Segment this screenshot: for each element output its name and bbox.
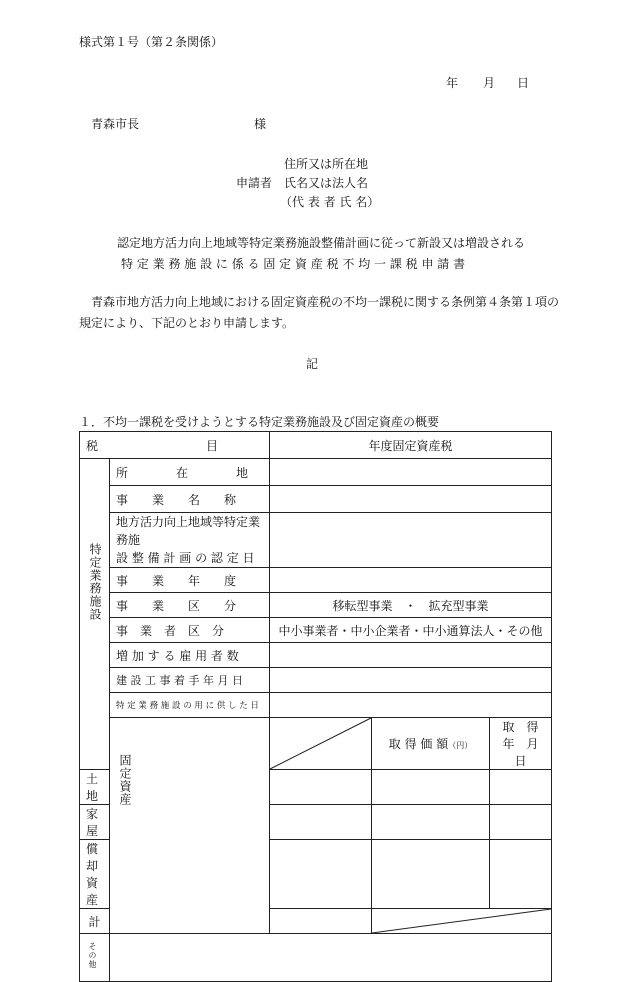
construction-start-label: 建 設 工 事 着 手 年 月 日 <box>110 668 270 693</box>
acquisition-price-header <box>372 718 490 770</box>
applicant-address: 住所又は所在地 <box>284 157 369 171</box>
employee-increase-value[interactable] <box>270 643 552 668</box>
employee-increase-label: 増 加 す る 雇 用 者 数 <box>110 643 270 668</box>
asset-depreciable-price[interactable] <box>270 840 372 909</box>
date-day: 日 <box>517 76 530 90</box>
title-line2: 特 定 業 務 施 設 に 係 る 固 定 資 産 税 不 均 一 課 税 申 請 書 <box>121 257 466 271</box>
business-name-label: 事 業 名 称 <box>110 486 270 513</box>
date-month: 月 <box>483 76 496 90</box>
location-label: 所 在 地 <box>110 459 270 486</box>
plan-cert-label <box>110 513 270 568</box>
asset-total-diagonal <box>372 909 552 934</box>
business-name-value[interactable] <box>270 486 552 513</box>
addressee-mayor: 青森市長 <box>91 117 140 131</box>
plan-cert-value[interactable] <box>270 513 552 568</box>
price-header-unit: （円） <box>448 741 473 750</box>
asset-land-date[interactable] <box>372 770 490 805</box>
acquisition-date-header: 取 得 年 月 日 <box>490 718 552 770</box>
form-number: 様式第１号（第２条関係） <box>79 35 224 49</box>
applicant-name: 氏名又は法人名 <box>284 176 369 190</box>
other-value[interactable] <box>110 934 552 982</box>
ki-heading: 記 <box>306 357 319 371</box>
service-start-value[interactable] <box>270 693 552 718</box>
asset-header-diagonal <box>270 718 372 770</box>
operator-type-value[interactable]: 中小事業者・中小企業者・中小通算法人・その他 <box>270 618 552 643</box>
facility-group-text: 特定業務施設 <box>88 543 102 621</box>
plan-cert-line1: 地方活力向上地域等特定業務施 <box>116 515 261 547</box>
business-type-label: 事 業 区 分 <box>110 593 270 618</box>
asset-total-price[interactable] <box>270 909 372 934</box>
applicant-label: 申請者 <box>236 176 273 190</box>
addressee-honorific: 様 <box>254 117 267 131</box>
asset-depreciable-remarks[interactable] <box>490 840 552 909</box>
body-line1: 青森市地方活力向上地域における固定資産税の不均一課税に関する条例第４条第１項の <box>91 295 560 309</box>
asset-house-price[interactable] <box>270 805 372 840</box>
plan-cert-line2: 設 整 備 計 画 の 認 定 日 <box>116 551 255 565</box>
business-year-label: 事 業 年 度 <box>110 568 270 593</box>
tax-item-label: 税 目 <box>80 432 270 459</box>
asset-group-text: 固定資産 <box>118 754 132 806</box>
business-year-value[interactable] <box>270 568 552 593</box>
price-header-text: 取 得 価 額 <box>388 737 449 751</box>
asset-land-label: 土 地 <box>80 770 110 805</box>
asset-house-label: 家 屋 <box>80 805 110 840</box>
tax-item-value: 年度固定資産税 <box>270 432 552 459</box>
facility-asset-table <box>79 431 552 982</box>
asset-total-label: 計 <box>80 909 110 934</box>
asset-depreciable-date[interactable] <box>372 840 490 909</box>
asset-house-remarks[interactable] <box>490 805 552 840</box>
title-line1: 認定地方活力向上地域等特定業務施設整備計画に従って新設又は増設される <box>117 236 526 250</box>
business-type-value[interactable]: 移転型事業 ・ 拡充型事業 <box>270 593 552 618</box>
asset-land-price[interactable] <box>270 770 372 805</box>
service-start-label: 特 定 業 務 施 設 の 用 に 供 し た 日 <box>110 693 270 718</box>
applicant-representative: （代 表 者 氏 名） <box>280 195 380 209</box>
other-text: その他 <box>88 942 97 969</box>
other-label <box>80 934 110 982</box>
section1-title: １．不均一課税を受けようとする特定業務施設及び固定資産の概要 <box>79 415 440 429</box>
body-line2: 規定により、下記のとおり申請します。 <box>79 316 295 330</box>
location-value[interactable] <box>270 459 552 486</box>
asset-house-date[interactable] <box>372 805 490 840</box>
date-year: 年 <box>446 76 459 90</box>
asset-group-label <box>110 718 270 934</box>
asset-depreciable-label: 償 却 資 産 <box>80 840 110 909</box>
facility-group-label <box>80 459 110 770</box>
asset-land-remarks[interactable] <box>490 770 552 805</box>
operator-type-label: 事 業 者 区 分 <box>110 618 270 643</box>
construction-start-value[interactable] <box>270 668 552 693</box>
